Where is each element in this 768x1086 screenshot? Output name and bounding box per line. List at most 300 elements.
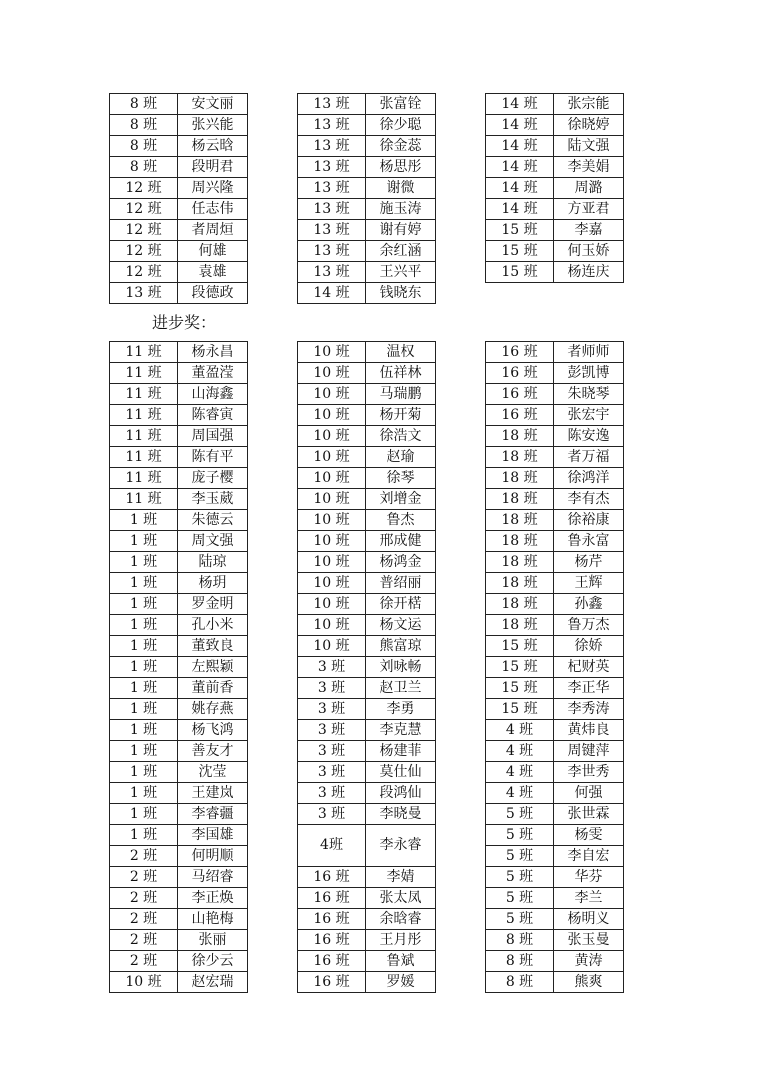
class-cell: 3 班 xyxy=(298,804,366,825)
table-row xyxy=(298,115,436,136)
table-row xyxy=(486,888,624,909)
student-name-cell: 徐开楛 xyxy=(366,594,436,615)
table-row xyxy=(110,426,248,447)
table-row xyxy=(486,94,624,115)
class-cell: 16 班 xyxy=(298,972,366,993)
student-name-cell: 杨云晗 xyxy=(178,136,248,157)
student-name-cell: 徐娇 xyxy=(554,636,624,657)
student-name-cell: 沈莹 xyxy=(178,762,248,783)
student-name-cell: 莫仕仙 xyxy=(366,762,436,783)
student-name-cell: 杨明义 xyxy=(554,909,624,930)
class-cell: 14 班 xyxy=(486,115,554,136)
student-name-cell: 王建岚 xyxy=(178,783,248,804)
progress-award-heading: 进步奖： xyxy=(152,313,217,332)
student-name-cell: 徐裕康 xyxy=(554,510,624,531)
table-row xyxy=(486,447,624,468)
class-cell: 5 班 xyxy=(486,804,554,825)
table-row xyxy=(298,531,436,552)
class-cell: 14 班 xyxy=(486,136,554,157)
class-cell: 11 班 xyxy=(110,447,178,468)
class-cell: 12 班 xyxy=(110,199,178,220)
class-cell: 12 班 xyxy=(110,241,178,262)
student-name-cell: 山艳梅 xyxy=(178,909,248,930)
table-row xyxy=(298,468,436,489)
student-name-cell: 李克慧 xyxy=(366,720,436,741)
student-name-cell: 杨芹 xyxy=(554,552,624,573)
class-cell: 1 班 xyxy=(110,552,178,573)
table-row xyxy=(298,699,436,720)
table-row xyxy=(298,657,436,678)
table-row xyxy=(486,741,624,762)
table-row xyxy=(298,94,436,115)
table-row xyxy=(110,699,248,720)
class-cell: 11 班 xyxy=(110,489,178,510)
student-name-cell: 姚存燕 xyxy=(178,699,248,720)
class-cell: 18 班 xyxy=(486,615,554,636)
class-cell: 14 班 xyxy=(486,157,554,178)
student-name-cell: 徐浩文 xyxy=(366,426,436,447)
class-cell: 1 班 xyxy=(110,804,178,825)
student-name-cell: 赵宏瑞 xyxy=(178,972,248,993)
class-cell: 8 班 xyxy=(486,951,554,972)
table-row xyxy=(110,342,248,363)
table-row xyxy=(298,804,436,825)
table-row xyxy=(110,94,248,115)
table-row xyxy=(110,846,248,867)
student-name-cell: 李正焕 xyxy=(178,888,248,909)
table-row xyxy=(298,178,436,199)
class-cell: 13 班 xyxy=(298,115,366,136)
table-row xyxy=(298,888,436,909)
table-row xyxy=(298,783,436,804)
table-row xyxy=(110,262,248,283)
table-row xyxy=(110,552,248,573)
class-cell: 16 班 xyxy=(486,384,554,405)
table-row xyxy=(298,951,436,972)
table-row xyxy=(110,594,248,615)
table-row xyxy=(110,489,248,510)
table-row xyxy=(486,363,624,384)
class-cell: 10 班 xyxy=(298,384,366,405)
student-name-cell: 李永睿 xyxy=(366,825,436,867)
student-name-cell: 杨开菊 xyxy=(366,405,436,426)
table-row xyxy=(486,951,624,972)
table-row xyxy=(298,741,436,762)
class-cell: 10 班 xyxy=(298,615,366,636)
class-cell: 8 班 xyxy=(110,136,178,157)
table-row xyxy=(486,657,624,678)
class-cell: 16 班 xyxy=(486,342,554,363)
table-row xyxy=(298,283,436,304)
table-row xyxy=(486,573,624,594)
student-name-cell: 鲁杰 xyxy=(366,510,436,531)
class-cell: 4班 xyxy=(298,825,366,867)
student-name-cell: 徐鸿洋 xyxy=(554,468,624,489)
student-name-cell: 谢微 xyxy=(366,178,436,199)
table-row xyxy=(110,178,248,199)
table-row xyxy=(110,510,248,531)
class-cell: 10 班 xyxy=(298,342,366,363)
student-name-cell: 张宏宇 xyxy=(554,405,624,426)
table-row xyxy=(486,157,624,178)
student-name-cell: 李睿疆 xyxy=(178,804,248,825)
class-cell: 8 班 xyxy=(110,94,178,115)
student-name-cell: 邢成健 xyxy=(366,531,436,552)
table-row xyxy=(486,220,624,241)
class-cell: 10 班 xyxy=(298,510,366,531)
table-row xyxy=(298,241,436,262)
table-row xyxy=(486,426,624,447)
class-cell: 16 班 xyxy=(298,930,366,951)
table-row xyxy=(298,972,436,993)
student-name-cell: 袁雄 xyxy=(178,262,248,283)
class-cell: 1 班 xyxy=(110,657,178,678)
table-row xyxy=(486,783,624,804)
student-name-cell: 善友才 xyxy=(178,741,248,762)
class-cell: 1 班 xyxy=(110,510,178,531)
table-row xyxy=(298,510,436,531)
class-cell: 10 班 xyxy=(298,447,366,468)
student-name-cell: 马绍睿 xyxy=(178,867,248,888)
class-cell: 10 班 xyxy=(298,552,366,573)
table-row xyxy=(486,552,624,573)
table-row xyxy=(110,615,248,636)
class-cell: 10 班 xyxy=(298,531,366,552)
student-name-cell: 谢有婷 xyxy=(366,220,436,241)
student-name-cell: 陈有平 xyxy=(178,447,248,468)
student-name-cell: 施玉涛 xyxy=(366,199,436,220)
class-cell: 11 班 xyxy=(110,363,178,384)
class-cell: 3 班 xyxy=(298,720,366,741)
class-cell: 15 班 xyxy=(486,262,554,283)
table-row xyxy=(298,552,436,573)
class-cell: 18 班 xyxy=(486,510,554,531)
table-row xyxy=(110,157,248,178)
table-row xyxy=(486,867,624,888)
class-cell: 12 班 xyxy=(110,262,178,283)
student-name-cell: 张世霖 xyxy=(554,804,624,825)
table-row xyxy=(298,220,436,241)
student-name-cell: 何雄 xyxy=(178,241,248,262)
table-row xyxy=(486,636,624,657)
student-name-cell: 董前香 xyxy=(178,678,248,699)
student-name-cell: 杨鸿金 xyxy=(366,552,436,573)
student-name-cell: 余红涵 xyxy=(366,241,436,262)
student-name-cell: 杨文运 xyxy=(366,615,436,636)
class-cell: 10 班 xyxy=(298,594,366,615)
student-name-cell: 赵瑜 xyxy=(366,447,436,468)
student-name-cell: 张丽 xyxy=(178,930,248,951)
student-name-cell: 朱德云 xyxy=(178,510,248,531)
table-row xyxy=(486,720,624,741)
table-row xyxy=(298,262,436,283)
class-cell: 5 班 xyxy=(486,825,554,846)
student-name-cell: 罗金明 xyxy=(178,594,248,615)
student-name-cell: 董致良 xyxy=(178,636,248,657)
class-cell: 10 班 xyxy=(298,489,366,510)
table-row xyxy=(486,699,624,720)
student-name-cell: 何玉娇 xyxy=(554,241,624,262)
student-name-cell: 余晗睿 xyxy=(366,909,436,930)
class-cell: 1 班 xyxy=(110,741,178,762)
class-cell: 14 班 xyxy=(486,178,554,199)
table-row xyxy=(486,468,624,489)
student-name-cell: 山海鑫 xyxy=(178,384,248,405)
table-row xyxy=(298,426,436,447)
student-name-cell: 杨连庆 xyxy=(554,262,624,283)
table-row xyxy=(110,762,248,783)
table-row xyxy=(486,405,624,426)
table-row xyxy=(110,783,248,804)
student-name-cell: 王辉 xyxy=(554,573,624,594)
table-row xyxy=(298,157,436,178)
class-cell: 3 班 xyxy=(298,678,366,699)
student-name-cell: 杨思彤 xyxy=(366,157,436,178)
table-row xyxy=(486,762,624,783)
table-row xyxy=(110,867,248,888)
class-cell: 3 班 xyxy=(298,762,366,783)
class-cell: 5 班 xyxy=(486,888,554,909)
class-cell: 10 班 xyxy=(298,636,366,657)
class-cell: 1 班 xyxy=(110,594,178,615)
table-row xyxy=(298,615,436,636)
class-cell: 2 班 xyxy=(110,846,178,867)
class-cell: 16 班 xyxy=(298,888,366,909)
student-name-cell: 徐晓婷 xyxy=(554,115,624,136)
student-name-cell: 段明君 xyxy=(178,157,248,178)
class-cell: 13 班 xyxy=(298,220,366,241)
class-cell: 10 班 xyxy=(298,363,366,384)
student-name-cell: 李秀涛 xyxy=(554,699,624,720)
class-cell: 13 班 xyxy=(298,262,366,283)
student-name-cell: 黄炜良 xyxy=(554,720,624,741)
class-cell: 3 班 xyxy=(298,741,366,762)
table-row xyxy=(110,951,248,972)
student-name-cell: 普绍丽 xyxy=(366,573,436,594)
table-row xyxy=(486,678,624,699)
student-name-cell: 安文丽 xyxy=(178,94,248,115)
student-name-cell: 鲁斌 xyxy=(366,951,436,972)
table-row xyxy=(110,741,248,762)
student-name-cell: 李晓曼 xyxy=(366,804,436,825)
student-name-cell: 李正华 xyxy=(554,678,624,699)
student-name-cell: 熊富琼 xyxy=(366,636,436,657)
student-name-cell: 任志伟 xyxy=(178,199,248,220)
student-name-cell: 张富铨 xyxy=(366,94,436,115)
class-cell: 15 班 xyxy=(486,636,554,657)
class-cell: 4 班 xyxy=(486,741,554,762)
student-name-cell: 者万福 xyxy=(554,447,624,468)
student-name-cell: 孙鑫 xyxy=(554,594,624,615)
table-row xyxy=(486,846,624,867)
table-row xyxy=(110,636,248,657)
class-cell: 18 班 xyxy=(486,531,554,552)
student-name-cell: 王兴平 xyxy=(366,262,436,283)
student-name-cell: 李世秀 xyxy=(554,762,624,783)
student-name-cell: 陈睿寅 xyxy=(178,405,248,426)
student-name-cell: 徐少聪 xyxy=(366,115,436,136)
student-name-cell: 鲁永富 xyxy=(554,531,624,552)
table-row xyxy=(298,678,436,699)
table-row xyxy=(298,199,436,220)
student-name-cell: 赵卫兰 xyxy=(366,678,436,699)
student-name-cell: 方亚君 xyxy=(554,199,624,220)
table-row xyxy=(486,489,624,510)
student-name-cell: 张太凤 xyxy=(366,888,436,909)
student-name-cell: 李美娟 xyxy=(554,157,624,178)
class-cell: 8 班 xyxy=(110,115,178,136)
table-row xyxy=(298,930,436,951)
class-cell: 18 班 xyxy=(486,426,554,447)
student-name-cell: 庞子樱 xyxy=(178,468,248,489)
class-cell: 10 班 xyxy=(298,573,366,594)
table-row xyxy=(110,136,248,157)
class-cell: 13 班 xyxy=(298,157,366,178)
class-cell: 13 班 xyxy=(298,94,366,115)
class-cell: 1 班 xyxy=(110,699,178,720)
student-name-cell: 陈安逸 xyxy=(554,426,624,447)
table-row xyxy=(486,384,624,405)
table-row xyxy=(110,241,248,262)
progress-table-1 xyxy=(109,341,248,993)
table-row xyxy=(486,178,624,199)
table-row xyxy=(110,825,248,846)
table-row xyxy=(298,594,436,615)
class-cell: 2 班 xyxy=(110,951,178,972)
student-name-cell: 段鸿仙 xyxy=(366,783,436,804)
table-row xyxy=(298,573,436,594)
class-cell: 8 班 xyxy=(486,972,554,993)
table-row xyxy=(110,363,248,384)
student-name-cell: 孔小米 xyxy=(178,615,248,636)
class-cell: 1 班 xyxy=(110,762,178,783)
student-name-cell: 段德政 xyxy=(178,283,248,304)
class-cell: 13 班 xyxy=(298,136,366,157)
class-cell: 18 班 xyxy=(486,489,554,510)
table-row xyxy=(298,363,436,384)
table-row xyxy=(110,468,248,489)
table-row xyxy=(110,531,248,552)
class-cell: 18 班 xyxy=(486,573,554,594)
class-cell: 1 班 xyxy=(110,783,178,804)
table-row xyxy=(298,489,436,510)
class-cell: 2 班 xyxy=(110,930,178,951)
class-cell: 5 班 xyxy=(486,909,554,930)
student-name-cell: 李有杰 xyxy=(554,489,624,510)
class-cell: 3 班 xyxy=(298,783,366,804)
table-row xyxy=(486,342,624,363)
class-cell: 12 班 xyxy=(110,220,178,241)
class-cell: 1 班 xyxy=(110,615,178,636)
table-row xyxy=(298,867,436,888)
student-name-cell: 杞财英 xyxy=(554,657,624,678)
table-row xyxy=(298,384,436,405)
class-cell: 15 班 xyxy=(486,241,554,262)
class-cell: 11 班 xyxy=(110,426,178,447)
class-cell: 4 班 xyxy=(486,762,554,783)
class-cell: 1 班 xyxy=(110,531,178,552)
table-row xyxy=(298,825,436,867)
table-row xyxy=(298,342,436,363)
student-name-cell: 陆琼 xyxy=(178,552,248,573)
student-name-cell: 何明顺 xyxy=(178,846,248,867)
student-name-cell: 罗媛 xyxy=(366,972,436,993)
top-table-2 xyxy=(297,93,436,304)
student-name-cell: 张玉曼 xyxy=(554,930,624,951)
table-row xyxy=(110,909,248,930)
table-row xyxy=(110,804,248,825)
class-cell: 11 班 xyxy=(110,342,178,363)
table-row xyxy=(486,531,624,552)
table-row xyxy=(298,636,436,657)
class-cell: 10 班 xyxy=(298,405,366,426)
table-row xyxy=(486,825,624,846)
table-row xyxy=(110,283,248,304)
table-row xyxy=(110,657,248,678)
table-row xyxy=(486,136,624,157)
student-name-cell: 华芬 xyxy=(554,867,624,888)
student-name-cell: 左熙颖 xyxy=(178,657,248,678)
table-row xyxy=(486,241,624,262)
student-name-cell: 刘增金 xyxy=(366,489,436,510)
student-name-cell: 温权 xyxy=(366,342,436,363)
class-cell: 12 班 xyxy=(110,178,178,199)
student-name-cell: 周文强 xyxy=(178,531,248,552)
student-name-cell: 李国雄 xyxy=(178,825,248,846)
table-row xyxy=(298,909,436,930)
student-name-cell: 李自宏 xyxy=(554,846,624,867)
table-row xyxy=(486,262,624,283)
class-cell: 18 班 xyxy=(486,552,554,573)
student-name-cell: 者周烜 xyxy=(178,220,248,241)
student-name-cell: 李玉葳 xyxy=(178,489,248,510)
student-name-cell: 徐少云 xyxy=(178,951,248,972)
student-name-cell: 伍祥林 xyxy=(366,363,436,384)
class-cell: 1 班 xyxy=(110,636,178,657)
table-row xyxy=(298,405,436,426)
class-cell: 2 班 xyxy=(110,888,178,909)
table-row xyxy=(486,804,624,825)
student-name-cell: 杨玥 xyxy=(178,573,248,594)
table-row xyxy=(298,762,436,783)
student-name-cell: 徐琴 xyxy=(366,468,436,489)
student-name-cell: 李婧 xyxy=(366,867,436,888)
class-cell: 5 班 xyxy=(486,846,554,867)
student-name-cell: 黄涛 xyxy=(554,951,624,972)
class-cell: 4 班 xyxy=(486,720,554,741)
student-name-cell: 周国强 xyxy=(178,426,248,447)
class-cell: 11 班 xyxy=(110,468,178,489)
class-cell: 14 班 xyxy=(298,283,366,304)
class-cell: 4 班 xyxy=(486,783,554,804)
class-cell: 8 班 xyxy=(486,930,554,951)
class-cell: 14 班 xyxy=(486,199,554,220)
student-name-cell: 钱晓东 xyxy=(366,283,436,304)
student-name-cell: 张宗能 xyxy=(554,94,624,115)
table-row xyxy=(486,972,624,993)
class-cell: 18 班 xyxy=(486,447,554,468)
class-cell: 1 班 xyxy=(110,678,178,699)
class-cell: 16 班 xyxy=(298,909,366,930)
class-cell: 10 班 xyxy=(110,972,178,993)
class-cell: 3 班 xyxy=(298,657,366,678)
student-name-cell: 杨飞鸿 xyxy=(178,720,248,741)
student-name-cell: 朱晓琴 xyxy=(554,384,624,405)
table-row xyxy=(110,405,248,426)
class-cell: 1 班 xyxy=(110,720,178,741)
table-row xyxy=(298,720,436,741)
table-row xyxy=(110,678,248,699)
